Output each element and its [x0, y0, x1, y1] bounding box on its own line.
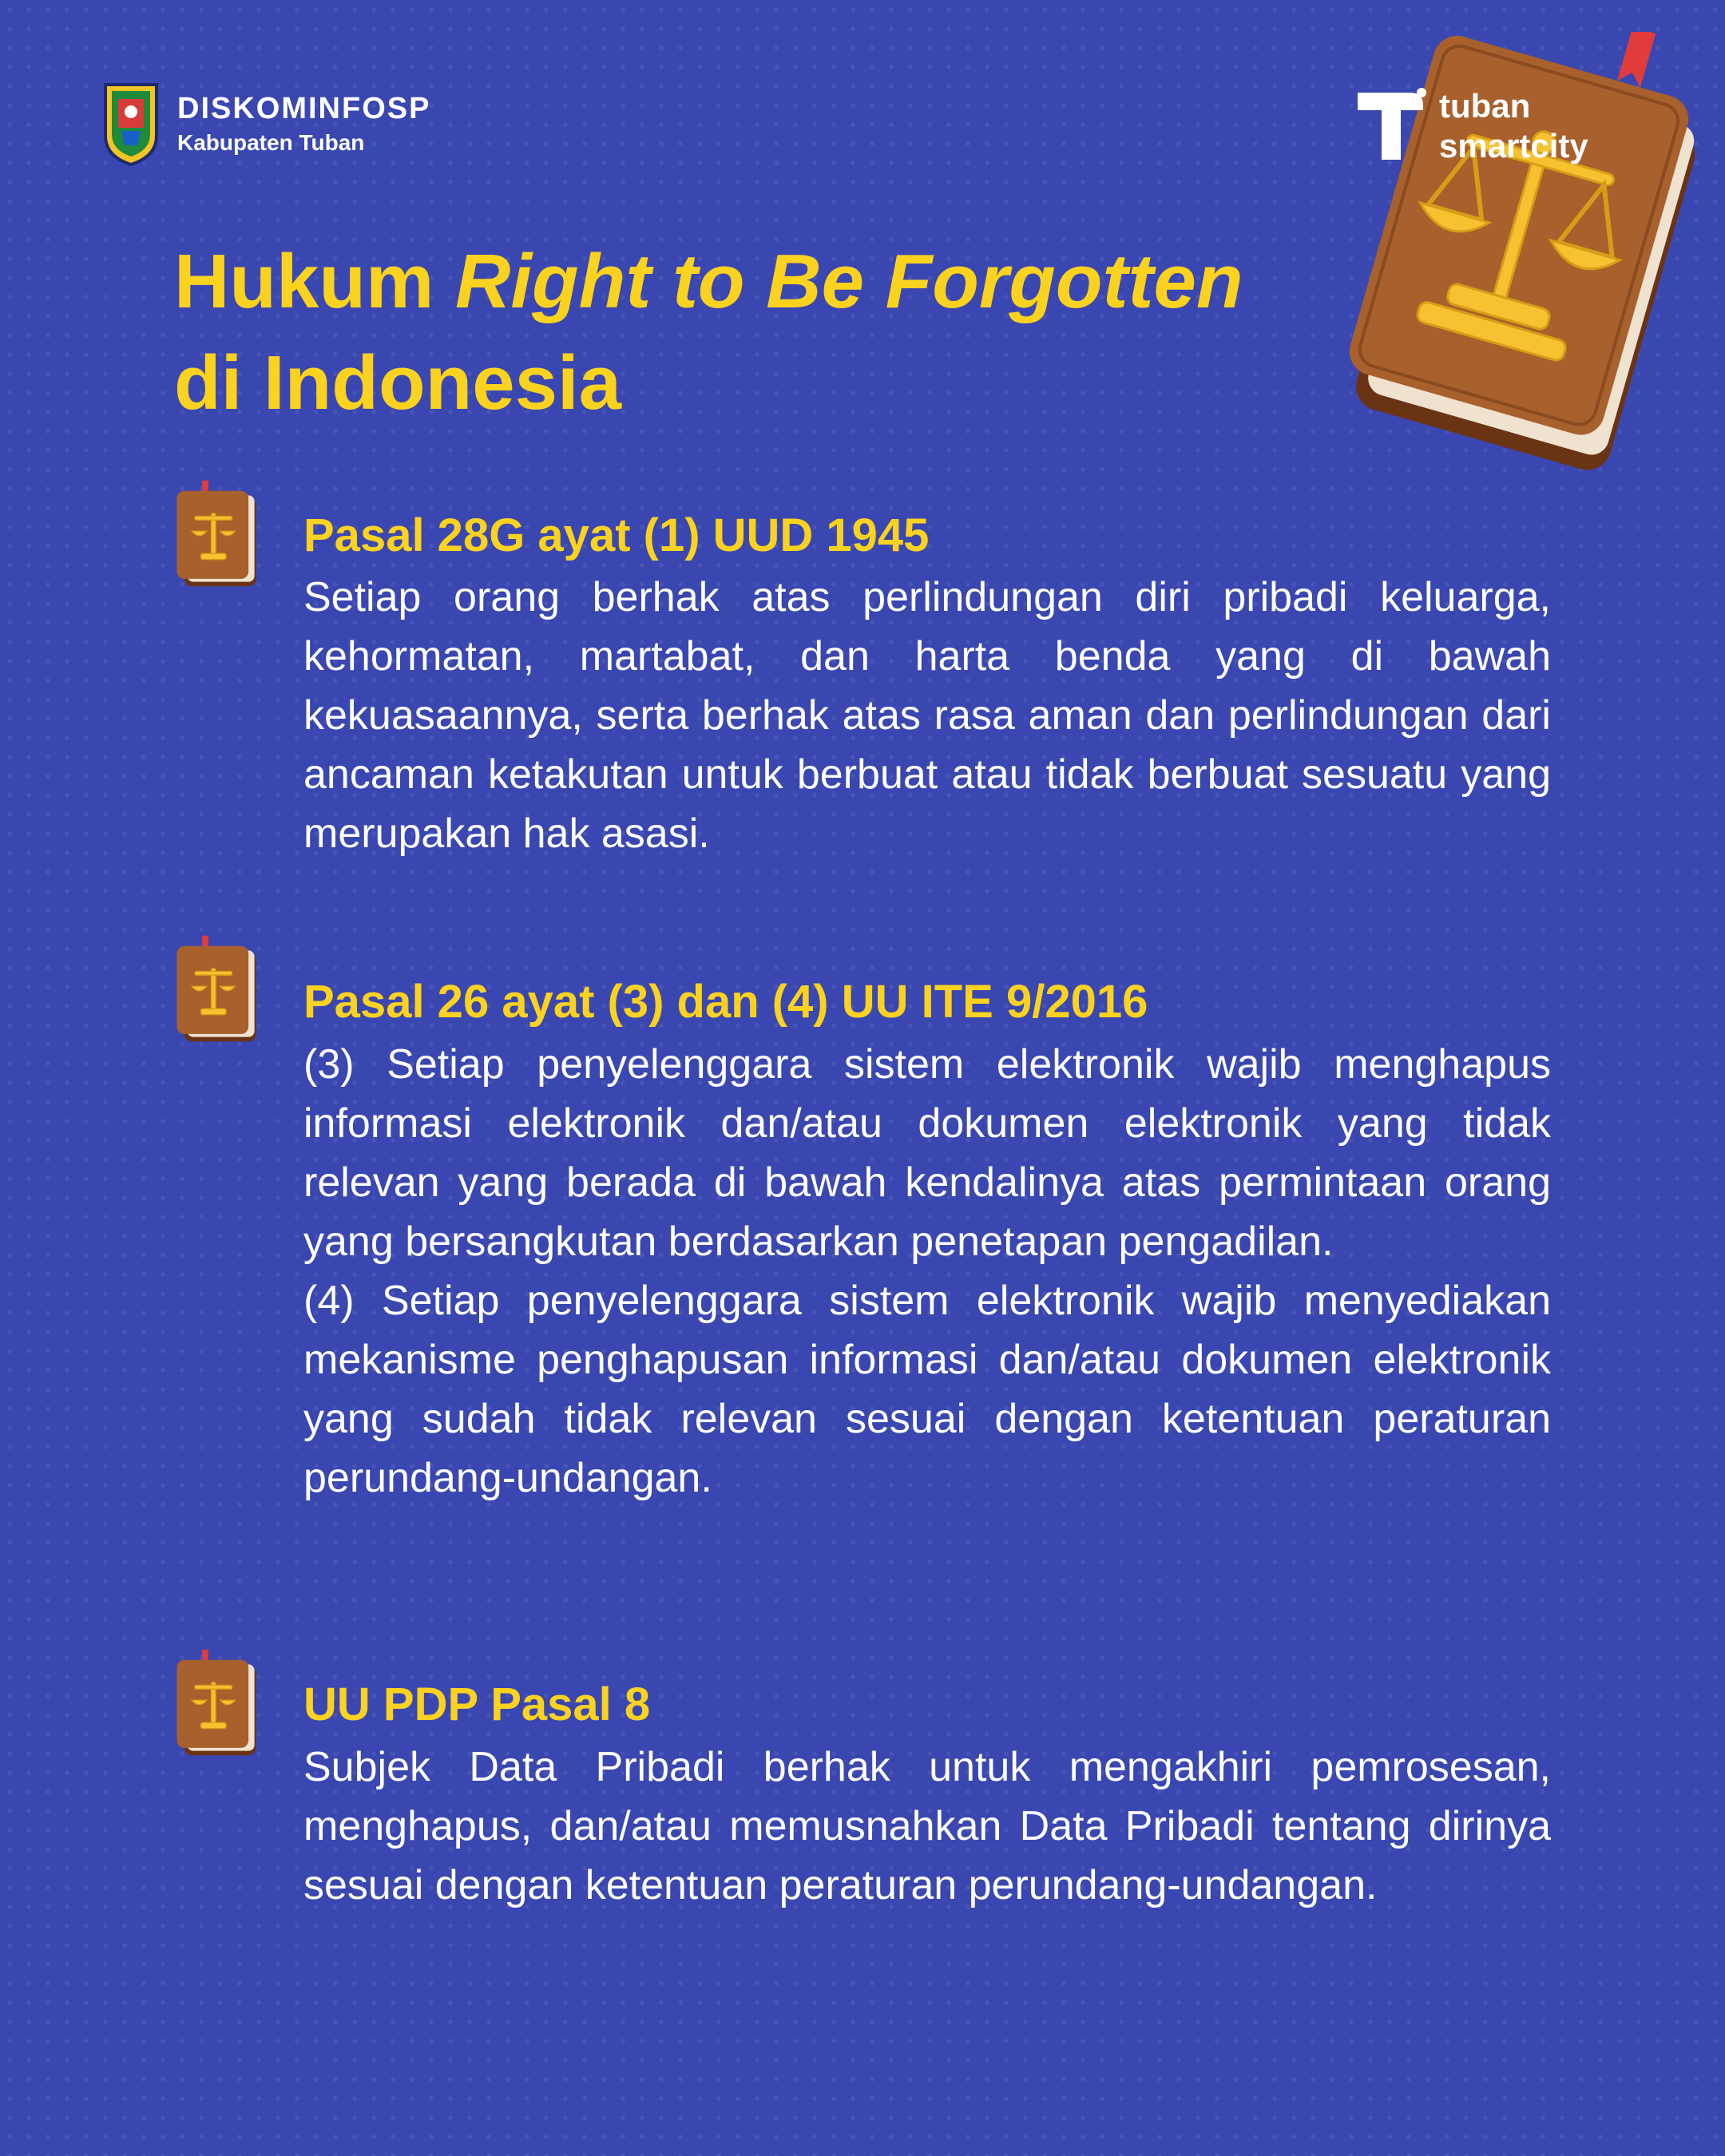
section-body: [303, 1738, 1551, 1915]
law-book-icon: [168, 1647, 265, 1758]
section-heading: Pasal 26 ayat (3) dan (4) UU ITE 9/2016: [303, 976, 1148, 1028]
tuban-smartcity-t-icon: [1354, 86, 1428, 166]
section-paragraph-4: (4) Setiap penyelenggara sistem elektronik wajib menyediakan mekanisme penghapusan informasi dan/atau dokumen elektronik yang sudah tidak relevan sesuai dengan ketentuan peraturan perundang-undangan.: [303, 1278, 1551, 1501]
brand-line-1: tuban: [1439, 87, 1531, 125]
title-part-2-italic: Right to Be Forgotten: [455, 239, 1243, 324]
tuban-smartcity-logo: [1354, 86, 1588, 166]
org-subtitle: Kabupaten Tuban: [177, 129, 365, 155]
kabupaten-tuban-crest-icon: [102, 80, 160, 168]
title-part-1: Hukum: [174, 239, 456, 324]
section-paragraph: Setiap orang berhak atas perlindungan diri pribadi keluarga, kehormatan, martabat, dan harta benda yang di bawah kekuasaannya, serta berhak atas rasa aman dan perlindungan dari ancaman ketakutan untuk berbuat atau tidak berbuat sesuatu yang merupakan hak asasi.: [303, 574, 1551, 857]
diskominfosp-logo: [102, 80, 430, 168]
brand-line-2: smartcity: [1439, 126, 1588, 164]
title-line-2: di Indonesia: [174, 339, 622, 426]
law-book-icon: [168, 933, 265, 1044]
section-paragraph: Subjek Data Pribadi berhak untuk mengakhiri pemrosesan, menghapus, dan/atau memusnahkan Data Pribadi tentang dirinya sesuai dengan ketentuan peraturan perundang-undangan.: [303, 1744, 1551, 1908]
org-name: DISKOMINFOSP: [177, 91, 431, 125]
section-heading: Pasal 28G ayat (1) UUD 1945: [303, 509, 930, 561]
section-body: [303, 568, 1551, 863]
section-paragraph-3: (3) Setiap penyelenggara sistem elektronik wajib menghapus informasi elektronik dan/atau dokumen elektronik yang tidak relevan yang berada di bawah kendalinya atas permintaan orang yang bersangkutan berdasarkan penetapan pengadilan.: [303, 1041, 1551, 1265]
law-book-icon: [168, 478, 265, 589]
section-body: [303, 1035, 1551, 1508]
section-heading: UU PDP Pasal 8: [303, 1678, 651, 1730]
page-title: [174, 232, 1372, 434]
